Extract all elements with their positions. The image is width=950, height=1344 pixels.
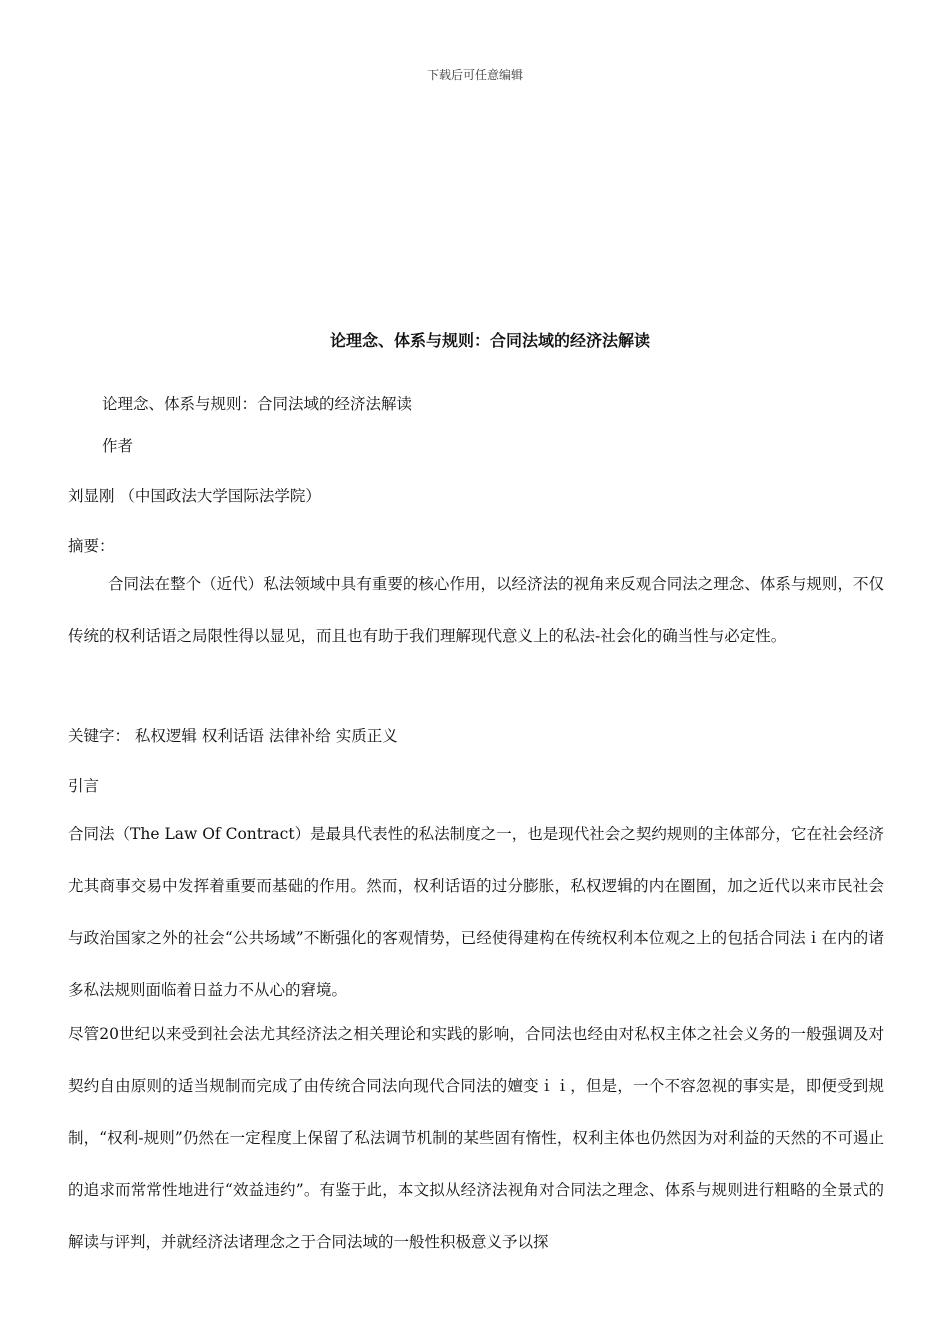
intro-heading: 引言 [68, 777, 100, 795]
document-title: 论理念、体系与规则：合同法域的经济法解读 [329, 331, 650, 350]
keywords-line: 关键字： 私权逻辑 权利话语 法律补给 实质正义 [68, 727, 398, 745]
subtitle-line: 论理念、体系与规则：合同法域的经济法解读 [102, 395, 413, 413]
author-line: 刘显刚 （中国政法大学国际法学院） [68, 487, 321, 505]
abstract-paragraph: 合同法在整个（近代）私法领域中具有重要的核心作用，以经济法的视角来反观合同法之理念、体系与规则，不仅传统的权利话语之局限性得以显见，而且也有助于我们理解现代意义上的私法-社会化的确当性与必定性。 [68, 575, 884, 645]
body-paragraph-1: 合同法（The Law Of Contract）是最具代表性的私法制度之一，也是现代社会之契约规则的主体部分，它在社会经济尤其商事交易中发挥着重要而基础的作用。然而，权利话语的过分膨胀，私权逻辑的内在圈囿，加之近代以来市民社会与政治国家之外的社会“公共场域”不断强化的客观情势，已经使得建构在传统权利本位观之上的包括合同法ｉ在内的诸多私法规则面临着日益力不从心的窘境。 [68, 825, 884, 999]
author-label: 作者 [102, 437, 134, 455]
abstract-label: 摘要： [68, 537, 115, 555]
body-paragraph-2: 尽管20世纪以来受到社会法尤其经济法之相关理论和实践的影响，合同法也经由对私权主体之社会义务的一般强调及对契约自由原则的适当规制而完成了由传统合同法向现代合同法的嬗变ｉｉ，但是，一个不容忽视的事实是，即便受到规制，“权利-规则”仍然在一定程度上保留了私法调节机制的某些固有惰性，权利主体也仍然因为对利益的天然的不可遏止的追求而常常性地进行“效益违约”。有鉴于此，本文拟从经济法视角对合同法之理念、体系与规则进行粗略的全景式的解读与评判，并就经济法诸理念之于合同法域的一般性积极意义予以探 [68, 1025, 884, 1251]
header-note: 下载后可任意编辑 [426, 68, 523, 82]
